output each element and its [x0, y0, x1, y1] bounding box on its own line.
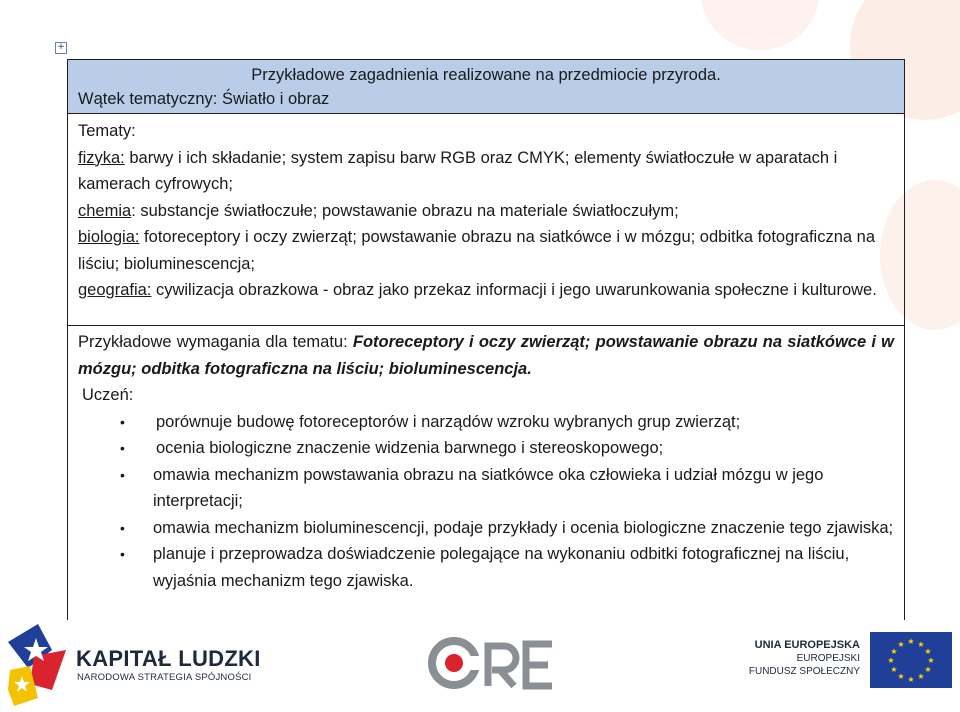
- topic-text: fotoreceptory i oczy zwierząt; powstawanie obrazu na siatkówce i w mózgu; odbitka fotograficzna na liściu; bioluminescencja;: [78, 228, 875, 273]
- svg-text:★: ★: [907, 637, 915, 646]
- svg-text:★: ★: [890, 665, 898, 674]
- list-item-text: omawia mechanizm bioluminescencji, podaje przykłady i ocenia biologiczne znaczenie tego zjawiska;: [153, 518, 894, 537]
- decor-circle: [700, 0, 820, 50]
- list-item: [78, 409, 894, 436]
- eu-fund-label: [700, 638, 860, 678]
- list-item: [78, 541, 894, 594]
- footer-logos: [0, 620, 960, 712]
- list-item-text: planuje i przeprowadza doświadczenie polegające na wykonaniu odbitki fotograficznej na liściu, wyjaśnia mechanizm tego zjawiska.: [153, 545, 850, 590]
- table-header-cell: [68, 60, 904, 114]
- topic-item: [78, 277, 894, 304]
- ore-logo-icon: [426, 634, 556, 692]
- svg-text:★: ★: [907, 675, 915, 684]
- list-item-text: ocenia biologiczne znaczenie widzenia barwnego i stereoskopowego;: [156, 439, 664, 457]
- topic-text: barwy i ich składanie; system zapisu barw RGB oraz CMYK; elementy światłoczułe w aparatach i kamerach cyfrowych;: [78, 148, 838, 193]
- topic-item: [78, 198, 894, 225]
- topics-heading: Tematy:: [78, 122, 136, 140]
- eu-line-1: UNIA EUROPEJSKA: [754, 639, 860, 651]
- kapital-ludzki-title: KAPITAŁ LUDZKI: [76, 646, 261, 671]
- list-item: [78, 515, 894, 542]
- bullet-icon: •: [120, 466, 125, 483]
- svg-text:★: ★: [890, 647, 898, 656]
- topic-item: [78, 224, 894, 277]
- svg-text:★: ★: [897, 640, 905, 649]
- svg-text:★: ★: [917, 640, 925, 649]
- topic-item: [78, 145, 894, 198]
- topic-text: cywilizacja obrazkowa - obraz jako przekaz informacji i jego uwarunkowania społeczne i kulturowe.: [151, 281, 877, 299]
- subject-label: geografia:: [78, 281, 152, 299]
- requirements-intro-label: Przykładowe wymagania dla tematu:: [78, 333, 353, 351]
- subject-label: fizyka:: [78, 148, 125, 167]
- list-item-text: omawia mechanizm powstawania obrazu na siatkówce oka człowieka i udział mózgu w jego interpretacji;: [153, 465, 824, 510]
- student-label: Uczeń:: [82, 386, 134, 404]
- list-item: [78, 435, 894, 462]
- svg-text:★: ★: [917, 672, 925, 681]
- subject-label: chemia: [78, 201, 132, 220]
- svg-text:★: ★: [924, 665, 932, 674]
- list-item: [78, 462, 894, 515]
- requirements-cell: [68, 326, 904, 624]
- table-move-handle-icon[interactable]: +: [55, 42, 67, 54]
- thematic-thread: Wątek tematyczny: Światło i obraz: [78, 90, 330, 108]
- bullet-icon: •: [120, 546, 125, 562]
- requirements-intro: [78, 329, 894, 382]
- eu-line-3: FUNDUSZ SPOŁECZNY: [748, 666, 860, 677]
- kapital-ludzki-subtitle: NARODOWA STRATEGIA SPÓJNOŚCI: [77, 672, 252, 683]
- bullet-icon: •: [120, 519, 125, 536]
- svg-text:★: ★: [927, 656, 935, 665]
- svg-text:★: ★: [897, 672, 905, 681]
- topic-text: : substancje światłoczułe; powstawanie obrazu na materiale światłoczułym;: [131, 201, 679, 220]
- svg-text:★: ★: [924, 647, 932, 656]
- requirements-topic: Fotoreceptory i oczy zwierząt; powstawanie obrazu na siatkówce i w mózgu; odbitka fotograficzna na liściu; bioluminescencja.: [78, 333, 894, 378]
- kapital-ludzki-logo-icon: [8, 620, 66, 706]
- subject-label: biologia:: [78, 228, 140, 246]
- eu-line-2: EUROPEJSKI: [796, 653, 860, 664]
- topics-table: [67, 59, 905, 625]
- requirements-list: [78, 409, 894, 595]
- bullet-icon: •: [120, 440, 125, 456]
- bullet-icon: •: [120, 413, 125, 430]
- eu-flag-icon: [870, 632, 952, 688]
- table-title: Przykładowe zagadnienia realizowane na przedmiocie przyroda.: [251, 66, 721, 84]
- topics-cell: [68, 114, 904, 326]
- list-item-text: porównuje budowę fotoreceptorów i narządów wzroku wybranych grup zwierząt;: [156, 412, 741, 431]
- svg-text:★: ★: [887, 656, 895, 665]
